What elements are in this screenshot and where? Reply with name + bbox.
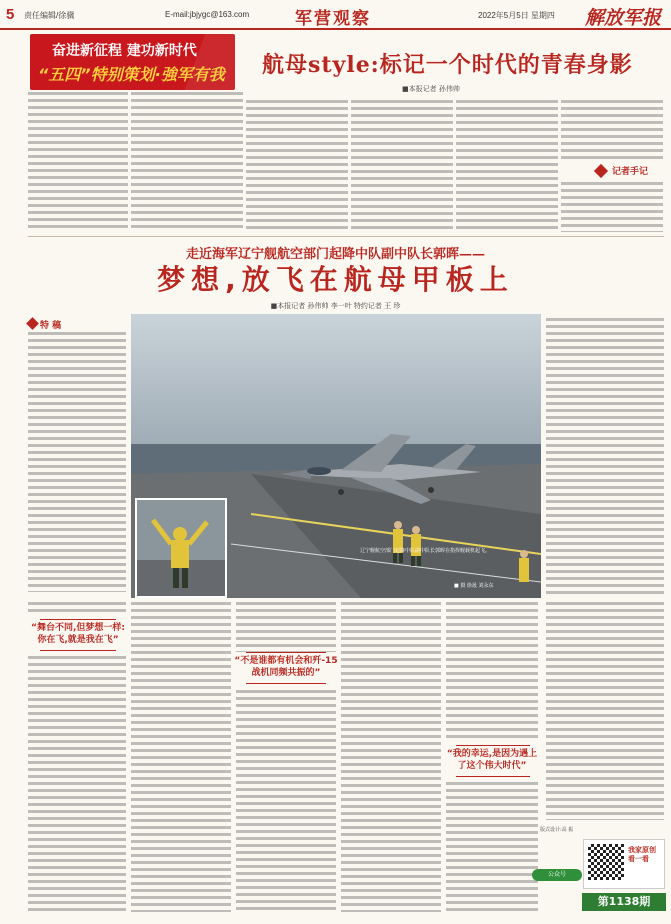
pull-quote-rule	[40, 619, 116, 620]
pull-quote-rule	[246, 652, 326, 653]
main-text-column	[446, 782, 538, 912]
main-story-headline: 梦想,放飞在航母甲板上	[157, 263, 514, 296]
top-text-column	[28, 92, 128, 232]
top-text-column	[246, 100, 348, 232]
pull-quote: “不是谁都有机会和歼-15战机同频共振的”	[234, 656, 338, 679]
photo-credit: ■ 摄 徐晟 刘永东	[454, 583, 494, 589]
main-text-column	[236, 690, 336, 912]
page-number: 5	[6, 6, 15, 23]
issue-number: 第1138期	[582, 893, 666, 911]
qr-code-box[interactable]	[583, 839, 665, 889]
photo-caption: 辽宁舰航空部门起降中队副中队长郭晖在指挥舰载机起飞。	[360, 548, 491, 554]
reporter-notes-label: 记者手记	[612, 167, 649, 177]
main-text-column	[546, 318, 664, 598]
special-report-tag: 特 稿	[40, 321, 62, 331]
inset-photo	[135, 498, 227, 598]
qr-code-label: 我家原创 看一看	[628, 846, 656, 864]
newspaper-masthead: 解放军报	[585, 7, 662, 29]
main-text-column	[28, 332, 126, 592]
main-text-column	[236, 602, 336, 652]
pull-quote-rule	[246, 683, 326, 684]
qr-code-icon[interactable]	[588, 844, 624, 880]
pull-quote: “舞台不同,但梦想一样:你在飞,就是我在飞”	[31, 623, 125, 646]
diamond-icon	[26, 317, 39, 330]
pull-quote: “我的幸运,是因为遇上了这个伟大时代”	[446, 749, 538, 772]
email-address: E-mail:jbjygc@163.com	[165, 10, 250, 19]
banner-line-2: “五四”特别策划·強军有我	[38, 65, 225, 84]
main-text-column	[28, 602, 126, 616]
main-text-column	[546, 602, 664, 820]
section-title: 军营观察	[295, 9, 371, 29]
wechat-badge: 公众号	[532, 869, 582, 881]
signal-officer-illustration	[137, 500, 225, 596]
pull-quote-rule	[456, 745, 530, 746]
editor-credit: 责任编辑/徐骥	[24, 11, 75, 20]
section-divider	[28, 236, 664, 237]
main-text-column	[28, 656, 126, 912]
special-feature-banner	[30, 34, 235, 90]
top-text-column	[561, 100, 663, 160]
issue-date: 2022年5月5日 星期四	[478, 11, 555, 20]
main-story-kicker: 走近海军辽宁舰航空部门起降中队副中队长郭晖——	[185, 247, 485, 262]
pull-quote-rule	[456, 776, 530, 777]
main-story-byline: ■本报记者 孙伟帅 李一叶 特约记者 王 珍	[270, 302, 401, 310]
top-story-headline: 航母style:标记一个时代的青春身影	[262, 52, 633, 78]
banner-line-1: 奋进新征程 建功新时代	[52, 43, 197, 59]
reporter-notes-tag	[596, 164, 656, 178]
diamond-icon	[594, 164, 608, 178]
pull-quote-rule	[40, 650, 116, 651]
layout-designer-credit: 版式设计:高 振	[540, 827, 574, 833]
top-text-column	[131, 92, 243, 232]
main-text-column	[341, 602, 441, 912]
top-text-column	[456, 100, 558, 232]
top-story-byline: ■本报记者 孙伟帅	[402, 85, 460, 93]
top-text-column	[561, 182, 663, 232]
main-text-column	[131, 602, 231, 912]
top-text-column	[351, 100, 453, 232]
main-text-column	[446, 602, 538, 742]
